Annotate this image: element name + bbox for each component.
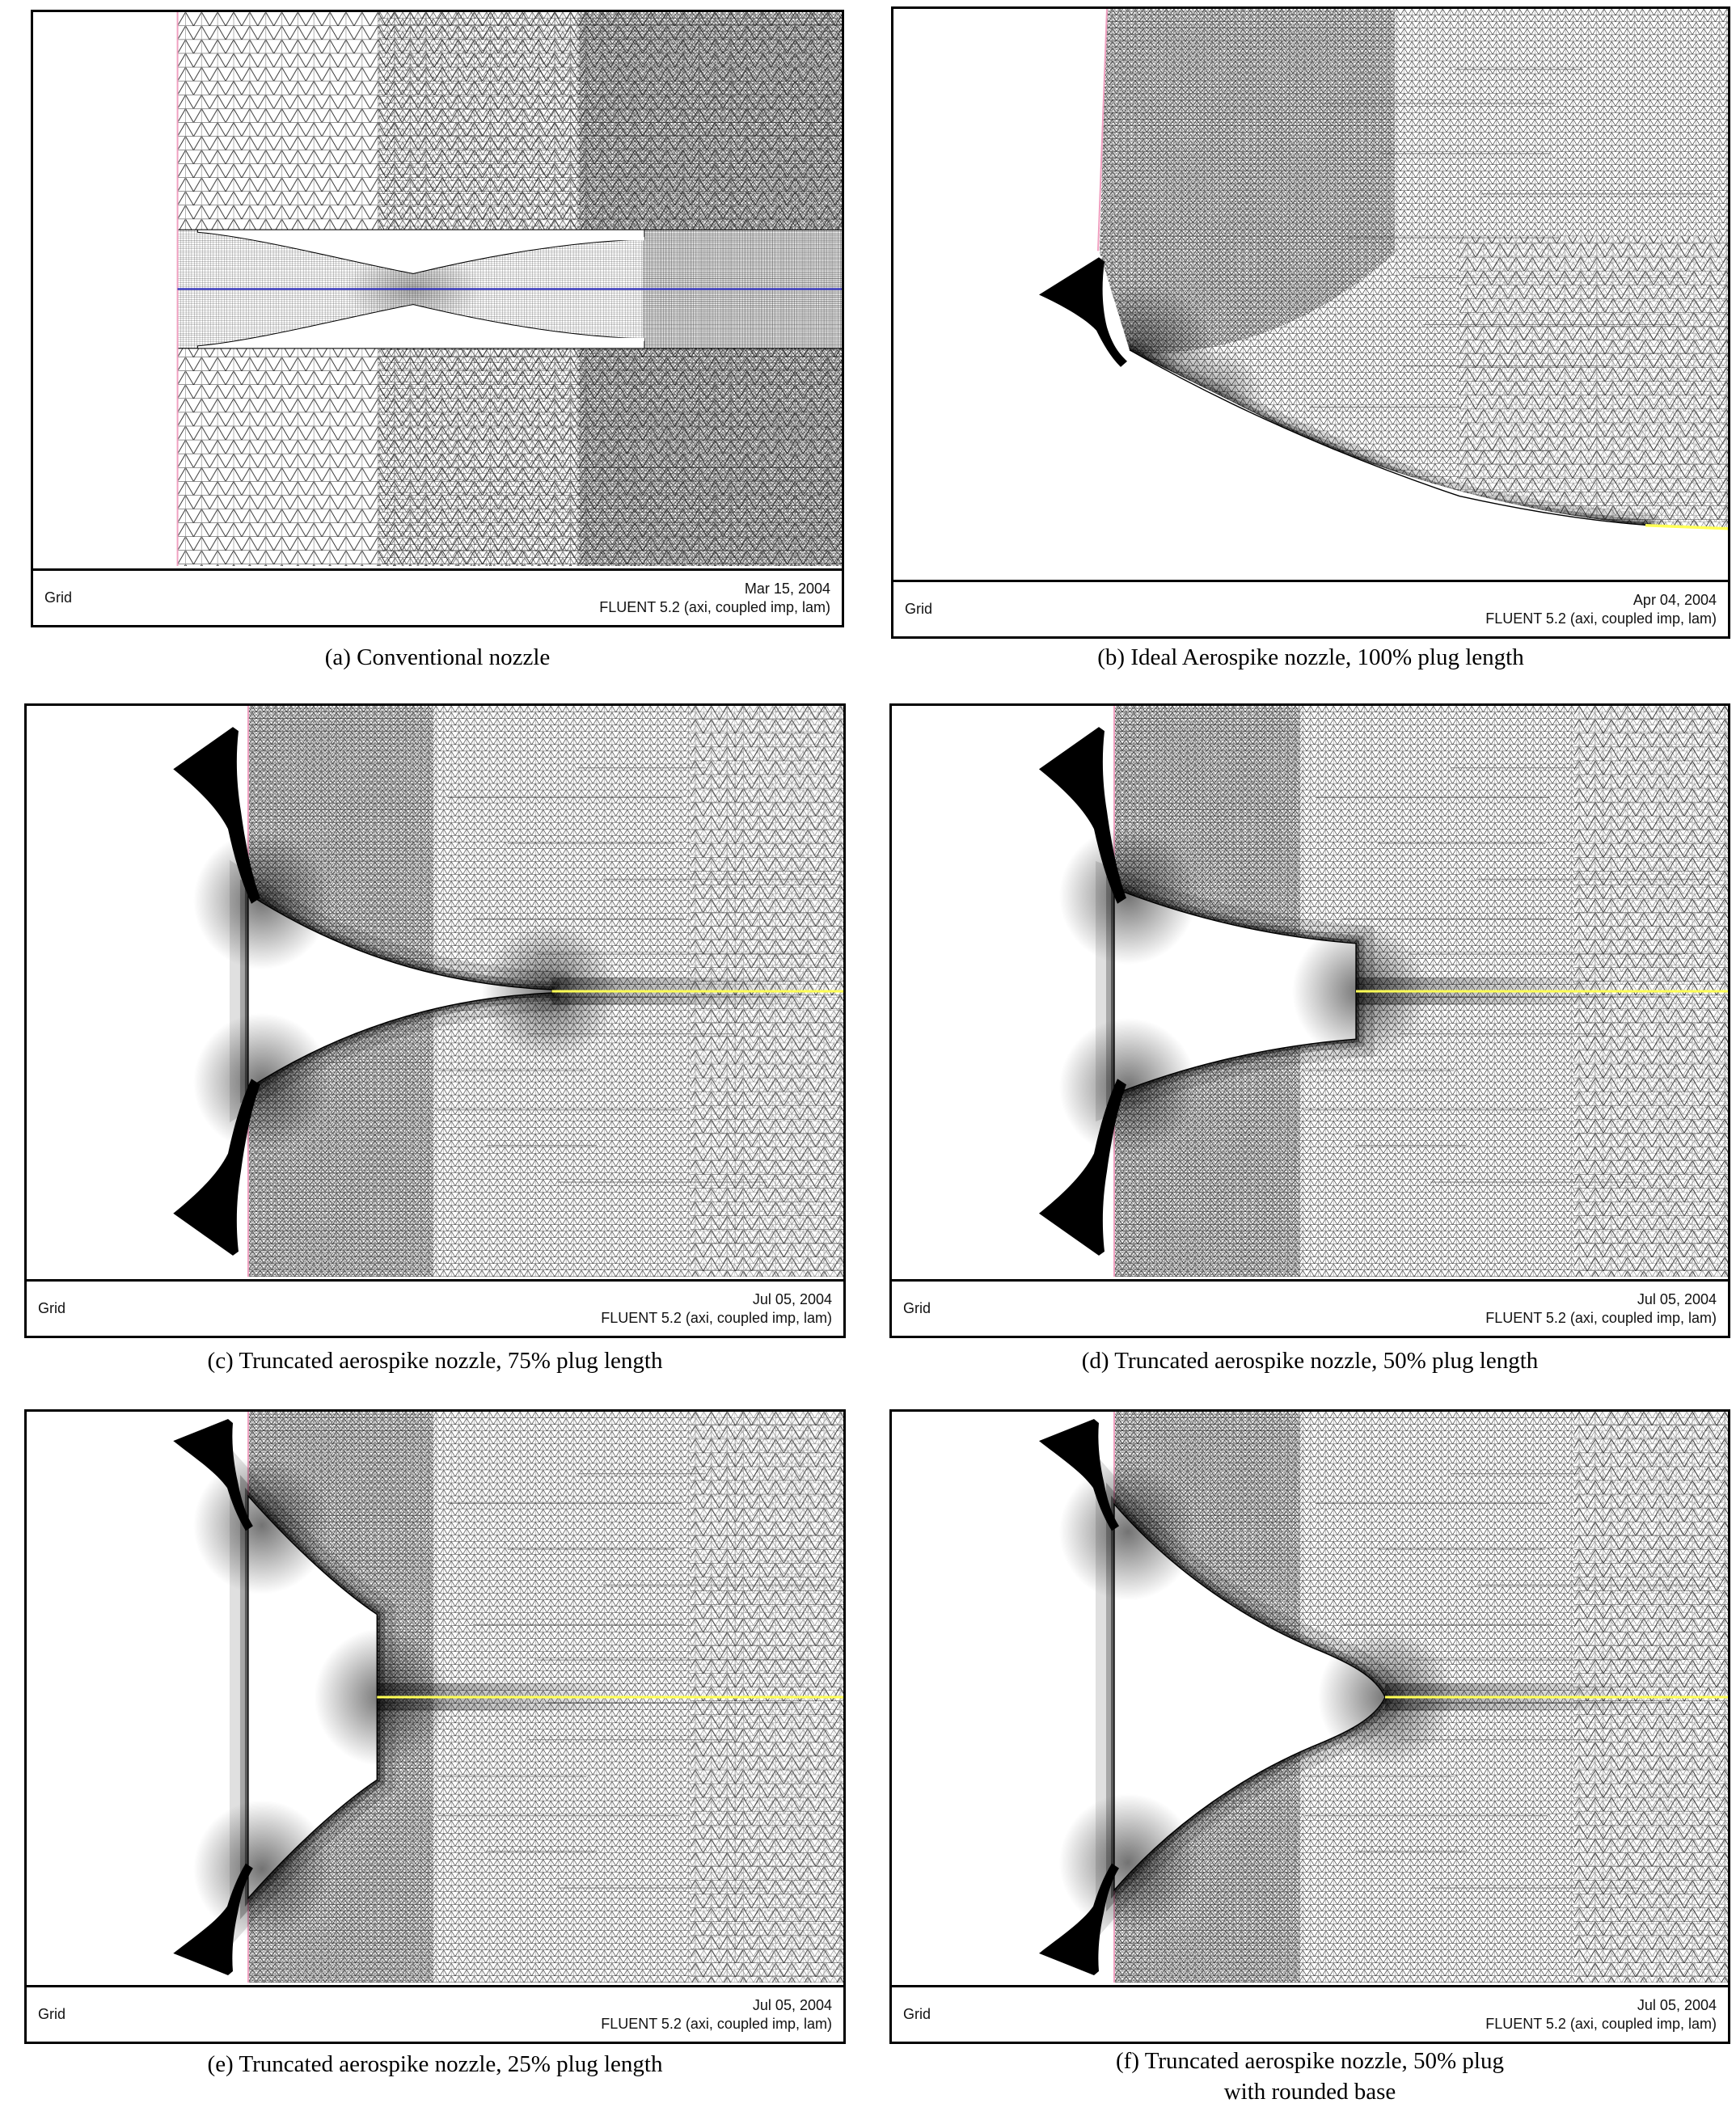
caption-b: (b) Ideal Aerospike nozzle, 100% plug length — [1097, 644, 1524, 670]
footer-date: Jul 05, 2004 — [1637, 1996, 1717, 2013]
mesh-area-e — [27, 1412, 843, 1983]
footer-info — [1485, 1290, 1717, 1328]
grid-label: Grid — [903, 2006, 931, 2022]
fluent-grid-panel-b — [891, 6, 1730, 639]
caption-c: (c) Truncated aerospike nozzle, 75% plug length — [207, 1348, 663, 1374]
footer-app-version: FLUENT 5.2 (axi, coupled imp, lam) — [601, 1309, 832, 1326]
caption-f — [889, 2046, 1730, 2107]
panel-footer-e — [27, 1985, 843, 2042]
grid-label: Grid — [38, 1300, 66, 1316]
footer-date: Jul 05, 2004 — [752, 1290, 832, 1307]
footer-app-version: FLUENT 5.2 (axi, coupled imp, lam) — [1485, 610, 1717, 627]
footer-info — [1485, 1996, 1717, 2033]
mesh-plot-truncated-75 — [27, 706, 843, 1277]
panel-footer-f — [892, 1985, 1728, 2042]
mesh-plot-rounded-50 — [892, 1412, 1728, 1983]
panel-footer-d — [892, 1279, 1728, 1336]
fluent-grid-panel-e — [24, 1409, 846, 2044]
mesh-plot-conventional-nozzle — [33, 12, 842, 566]
mesh-area-b — [893, 9, 1728, 577]
footer-info — [599, 580, 830, 617]
panel-footer-c — [27, 1279, 843, 1336]
fluent-grid-panel-d — [889, 703, 1730, 1338]
grid-label: Grid — [44, 589, 73, 606]
footer-app-version: FLUENT 5.2 (axi, coupled imp, lam) — [599, 598, 830, 615]
mesh-area-a — [33, 12, 842, 566]
grid-label: Grid — [905, 601, 933, 617]
footer-info — [601, 1290, 832, 1328]
caption-a: (a) Conventional nozzle — [324, 644, 551, 670]
footer-date: Apr 04, 2004 — [1633, 591, 1717, 608]
mesh-area-d — [892, 706, 1728, 1277]
footer-info — [1485, 591, 1717, 628]
footer-app-version: FLUENT 5.2 (axi, coupled imp, lam) — [1485, 2015, 1717, 2032]
fluent-grid-panel-a — [31, 10, 844, 627]
caption-e: (e) Truncated aerospike nozzle, 25% plug length — [207, 2051, 663, 2077]
mesh-area-f — [892, 1412, 1728, 1983]
footer-app-version: FLUENT 5.2 (axi, coupled imp, lam) — [601, 2015, 832, 2032]
grid-label: Grid — [903, 1300, 931, 1316]
mesh-plot-ideal-aerospike — [893, 9, 1728, 577]
mesh-plot-truncated-25 — [27, 1412, 843, 1983]
footer-date: Mar 15, 2004 — [744, 580, 830, 597]
grid-label: Grid — [38, 2006, 66, 2022]
caption-f-line1: (f) Truncated aerospike nozzle, 50% plug — [1116, 2048, 1504, 2074]
fluent-grid-panel-f — [889, 1409, 1730, 2044]
footer-info — [601, 1996, 832, 2033]
footer-date: Jul 05, 2004 — [1637, 1290, 1717, 1307]
mesh-area-c — [27, 706, 843, 1277]
caption-d: (d) Truncated aerospike nozzle, 50% plug length — [1081, 1348, 1539, 1374]
caption-f-line2: with rounded base — [1223, 2079, 1396, 2105]
fluent-grid-panel-c — [24, 703, 846, 1338]
footer-date: Jul 05, 2004 — [752, 1996, 832, 2013]
mesh-plot-truncated-50 — [892, 706, 1728, 1277]
panel-footer-b — [893, 580, 1728, 636]
footer-app-version: FLUENT 5.2 (axi, coupled imp, lam) — [1485, 1309, 1717, 1326]
panel-footer-a — [33, 568, 842, 625]
